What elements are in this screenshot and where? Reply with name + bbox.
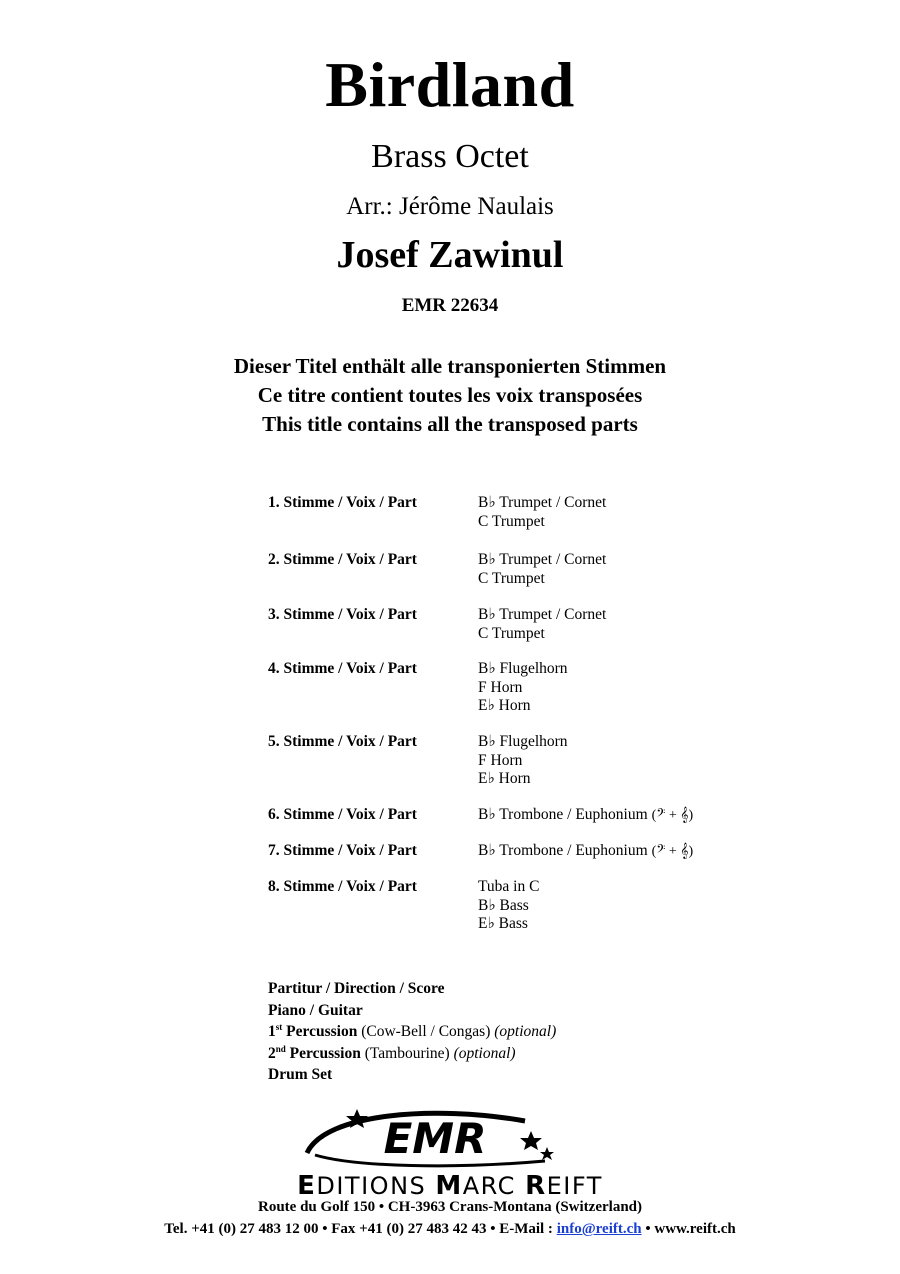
publisher-part: DITIONS (316, 1172, 436, 1200)
ordinal-number: 1 (268, 1023, 276, 1040)
part-label: 3. Stimme / Voix / Part (268, 606, 417, 623)
instrument-name: B♭ Trumpet / Cornet (478, 494, 607, 511)
score-line: Partitur / Direction / Score (268, 980, 445, 997)
email-link[interactable]: info@reift.ch (556, 1221, 642, 1237)
publisher-contact (0, 1221, 900, 1238)
percussion-2-line (268, 1043, 556, 1065)
part-instruments (478, 733, 568, 789)
part-label: 1. Stimme / Voix / Part (268, 494, 417, 511)
instrument-name: B♭ Trumpet / Cornet (478, 551, 607, 568)
publisher-name (0, 1171, 900, 1201)
piece-title: Birdland (325, 49, 575, 120)
website-text: • www.reift.ch (641, 1221, 736, 1237)
optional-note: (optional) (494, 1023, 557, 1040)
contact-phone-fax: Tel. +41 (0) 27 483 12 00 • Fax +41 (0) 27 483 42 43 • E-Mail : (164, 1221, 557, 1237)
logo-text: EMR (383, 1114, 487, 1163)
part-instruments (478, 878, 539, 934)
publisher-initial: R (525, 1171, 547, 1201)
instrument-name: C Trumpet (478, 569, 545, 587)
instrument-label: B♭ Trombone / Euphonium (478, 806, 648, 823)
emr-logo (295, 1105, 605, 1173)
publisher-address: Route du Golf 150 • CH-3963 Crans-Montana (Switzerland) (258, 1199, 642, 1215)
instrument-name: C Trumpet (478, 624, 545, 642)
bass-treble-clef-icon: (𝄢 + 𝄞) (651, 808, 694, 823)
note-german: Dieser Titel enthält alle transponierten Stimmen (233, 354, 667, 378)
instrument-label: B♭ Trombone / Euphonium (478, 842, 648, 859)
instrument-name: E♭ Horn (478, 697, 531, 714)
instrument-name (478, 842, 693, 861)
part-label: 8. Stimme / Voix / Part (268, 878, 417, 895)
instrument-name: B♭ Bass (478, 896, 529, 914)
percussion-label: Percussion (282, 1023, 358, 1040)
part-instruments (478, 606, 606, 643)
publisher-initial: E (297, 1171, 317, 1201)
instrument-name: E♭ Bass (478, 915, 528, 932)
ordinal-number: 2 (268, 1044, 276, 1062)
part-instruments (478, 660, 568, 716)
publisher-part: EIFT (546, 1172, 603, 1200)
part-label: 4. Stimme / Voix / Part (268, 660, 417, 677)
bass-treble-clef-icon: (𝄢 + 𝄞) (651, 844, 694, 859)
piano-guitar-line: Piano / Guitar (268, 1001, 363, 1019)
optional-note: (optional) (453, 1044, 516, 1062)
ordinal-suffix: nd (275, 1043, 286, 1054)
instrument-name: Tuba in C (478, 878, 540, 895)
part-label: 2. Stimme / Voix / Part (268, 551, 417, 568)
part-instruments (478, 842, 693, 861)
note-french: Ce titre contient toutes les voix transposées (257, 383, 643, 407)
percussion-detail: (Tambourine) (360, 1044, 454, 1062)
additional-parts (268, 978, 556, 1086)
instrument-name (478, 806, 693, 825)
part-label: 7. Stimme / Voix / Part (268, 842, 417, 859)
instrument-name: B♭ Flugelhorn (478, 660, 568, 677)
part-instruments (478, 494, 606, 531)
percussion-label: Percussion (285, 1044, 361, 1062)
instrument-name: E♭ Horn (478, 770, 531, 787)
star-icon (520, 1131, 542, 1150)
star-icon (540, 1147, 554, 1160)
percussion-1-line (268, 1021, 556, 1043)
instrument-name: C Trumpet (478, 512, 545, 530)
ordinal-suffix: st (275, 1022, 283, 1032)
part-instruments (478, 551, 606, 588)
arranger-credit: Arr.: Jérôme Naulais (346, 193, 554, 220)
part-label: 6. Stimme / Voix / Part (268, 806, 417, 823)
publisher-part: ARC (462, 1172, 526, 1200)
instrument-name: B♭ Trumpet / Cornet (478, 606, 607, 623)
composer-name: Josef Zawinul (336, 234, 564, 276)
ensemble-subtitle: Brass Octet (371, 138, 529, 175)
instrument-name: B♭ Flugelhorn (478, 733, 568, 750)
catalog-number: EMR 22634 (401, 295, 499, 316)
drum-set-line: Drum Set (268, 1066, 333, 1083)
publisher-initial: M (435, 1171, 463, 1201)
instrument-name: F Horn (478, 751, 523, 769)
percussion-detail: (Cow-Bell / Congas) (357, 1023, 495, 1040)
instrument-name: F Horn (478, 678, 523, 696)
part-instruments (478, 806, 693, 825)
note-english: This title contains all the transposed parts (262, 412, 638, 436)
part-label: 5. Stimme / Voix / Part (268, 733, 417, 750)
